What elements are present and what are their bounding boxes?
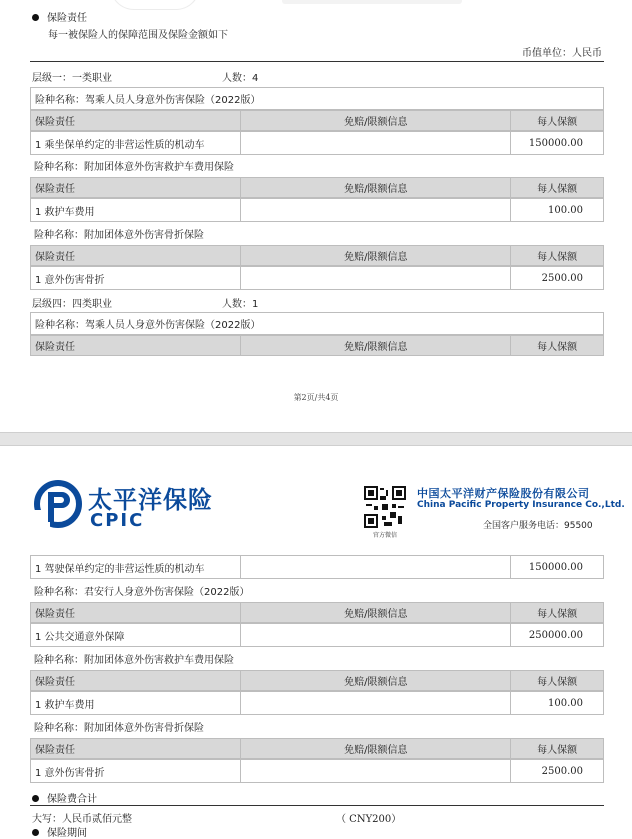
header-coverage: 保险责任	[35, 252, 75, 263]
product-name: 险种名称：附加团体意外伤害救护车费用保险	[34, 655, 234, 666]
coverage-item: 1 驾驶保单约定的非营运性质的机动车	[35, 563, 205, 575]
header-amount: 每人保额	[537, 184, 578, 195]
tier-label: 层级一：一类职业	[32, 73, 112, 84]
table-row	[30, 131, 604, 155]
section-heading-period: 保险期间	[32, 824, 87, 839]
page-separator	[0, 432, 632, 446]
product-name-row	[30, 312, 604, 335]
brand-name-en: CPIC	[90, 510, 145, 531]
header-amount: 每人保额	[537, 609, 578, 620]
header-amount: 每人保额	[537, 252, 578, 263]
coverage-item: 1 公共交通意外保障	[35, 631, 125, 643]
header-coverage: 保险责任	[35, 184, 75, 195]
header-amount: 每人保额	[537, 677, 578, 688]
amount-cell: 150000.00	[528, 561, 583, 573]
header-deductible: 免赔/限额信息	[240, 603, 511, 622]
table-header-row	[30, 738, 604, 759]
product-name-row	[30, 155, 604, 176]
coverage-item: 1 乘坐保单约定的非营运性质的机动车	[35, 139, 205, 151]
tier-label: 层级四：四类职业	[32, 299, 112, 310]
deductible-cell	[240, 199, 511, 221]
coverage-item: 1 救护车费用	[35, 206, 95, 218]
amount-cell: 100.00	[548, 204, 583, 216]
deductible-cell	[240, 267, 511, 289]
product-name: 险种名称：附加团体意外伤害救护车费用保险	[34, 162, 234, 173]
deductible-cell	[240, 132, 511, 154]
header-coverage: 保险责任	[35, 745, 75, 756]
deductible-cell	[240, 760, 511, 782]
section-heading-coverage: 保险责任	[32, 9, 87, 24]
table-row	[30, 623, 604, 647]
deductible-cell	[240, 624, 511, 646]
page-number: 第2页/共4页	[293, 393, 339, 402]
table-row	[30, 266, 604, 290]
company-name-cn: 中国太平洋财产保险股份有限公司	[417, 487, 590, 500]
company-name-en: China Pacific Property Insurance Co.,Ltd.	[417, 500, 625, 510]
tier-count: 人数：1	[222, 299, 259, 310]
divider	[30, 805, 604, 806]
premium-cny: （ CNY200）	[336, 814, 402, 825]
amount-cell: 150000.00	[528, 137, 583, 149]
premium-in-words: 大写：人民币贰佰元整	[32, 814, 132, 825]
header-coverage: 保险责任	[35, 117, 75, 128]
qr-caption: 官方微信	[372, 532, 397, 539]
cpic-logo-icon	[34, 480, 82, 528]
product-name: 险种名称：驾乘人员人身意外伤害保险（2022版）	[35, 320, 261, 331]
table-header-row	[30, 602, 604, 623]
header-deductible: 免赔/限额信息	[240, 336, 511, 355]
table-header-row	[30, 177, 604, 198]
brand-name-cn: 太平洋保险	[88, 486, 213, 514]
header-amount: 每人保额	[537, 117, 578, 128]
amount-cell: 100.00	[548, 697, 583, 709]
header-deductible: 免赔/限额信息	[240, 739, 511, 758]
header-amount: 每人保额	[537, 342, 578, 353]
header-coverage: 保险责任	[35, 609, 75, 620]
header-coverage: 保险责任	[35, 342, 75, 353]
product-name: 险种名称：君安行人身意外伤害保险（2022版）	[34, 587, 250, 598]
watermark-text	[282, 0, 462, 4]
amount-cell: 2500.00	[541, 272, 583, 284]
qr-code-icon	[364, 486, 406, 528]
section-heading-premium: 保险费合计	[32, 790, 97, 805]
table-row	[30, 759, 604, 783]
bullet-icon	[32, 14, 39, 21]
currency-unit: 币值单位：人民币	[522, 48, 602, 59]
coverage-item: 1 意外伤害骨折	[35, 767, 105, 779]
table-header-row	[30, 335, 604, 356]
product-name-row	[30, 580, 604, 601]
section-description: 每一被保险人的保障范围及保险金额如下	[48, 30, 228, 41]
header-amount: 每人保额	[537, 745, 578, 756]
product-name-row	[30, 87, 604, 110]
coverage-item: 1 救护车费用	[35, 699, 95, 711]
deductible-cell	[240, 692, 511, 714]
product-name: 险种名称：附加团体意外伤害骨折保险	[34, 723, 204, 734]
bullet-icon	[32, 795, 39, 802]
watermark-emblem	[110, 0, 200, 10]
product-name: 险种名称：附加团体意外伤害骨折保险	[34, 230, 204, 241]
divider	[30, 61, 604, 62]
header-deductible: 免赔/限额信息	[240, 671, 511, 690]
table-row	[30, 198, 604, 222]
product-name-row	[30, 648, 604, 669]
table-row	[30, 691, 604, 715]
header-deductible: 免赔/限额信息	[240, 178, 511, 197]
bullet-icon	[32, 829, 39, 836]
document-page-3	[0, 446, 632, 839]
tier-count: 人数：4	[222, 73, 259, 84]
coverage-item: 1 意外伤害骨折	[35, 274, 105, 286]
header-deductible: 免赔/限额信息	[240, 111, 511, 130]
table-header-row	[30, 245, 604, 266]
product-name-row	[30, 716, 604, 737]
amount-cell: 250000.00	[528, 629, 583, 641]
product-name: 险种名称：驾乘人员人身意外伤害保险（2022版）	[35, 95, 261, 106]
product-name-row	[30, 223, 604, 244]
deductible-cell	[240, 556, 511, 578]
table-header-row	[30, 670, 604, 691]
table-row	[30, 555, 604, 579]
header-coverage: 保险责任	[35, 677, 75, 688]
table-header-row	[30, 110, 604, 131]
amount-cell: 2500.00	[541, 765, 583, 777]
header-deductible: 免赔/限额信息	[240, 246, 511, 265]
service-hotline: 全国客户服务电话：95500	[483, 521, 593, 531]
